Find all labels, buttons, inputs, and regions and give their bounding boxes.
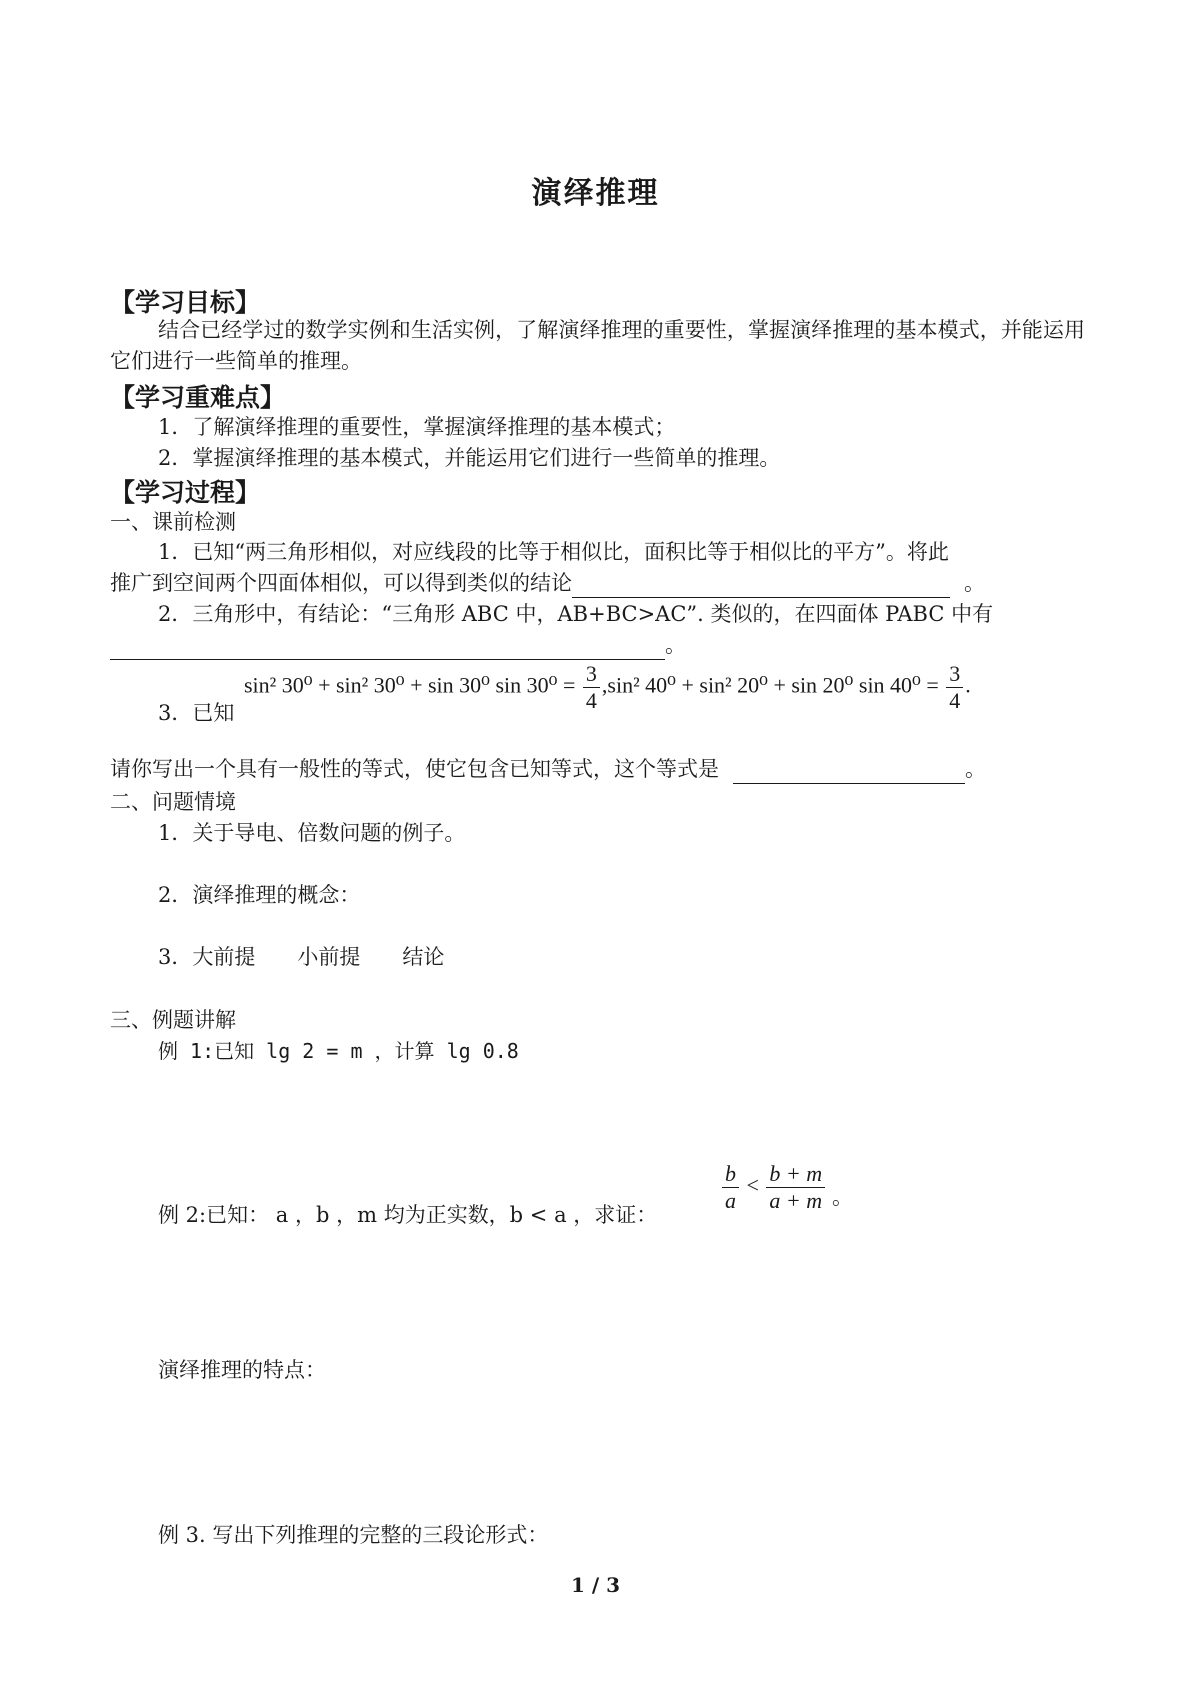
- q1-line2-text: 推广到空间两个四面体相似，可以得到类似的结论: [110, 571, 572, 595]
- problem-item: 2．演绎推理的概念：: [158, 883, 361, 907]
- fraction-numerator: 3: [583, 662, 600, 688]
- part3-heading: 三、例题讲解: [110, 1008, 236, 1032]
- page-number: 1 / 3: [570, 1573, 621, 1597]
- formula-end: .: [965, 672, 971, 698]
- q2-end: 。: [665, 633, 686, 657]
- fraction-denominator: a: [725, 1188, 736, 1213]
- example-2: [158, 1200, 657, 1230]
- section-heading-process: 【学习过程】: [110, 478, 261, 507]
- fraction: [583, 662, 600, 713]
- fraction-denominator: 4: [585, 688, 597, 713]
- formula-part-b: ,sin² 40⁰ + sin² 20⁰ + sin 20⁰ sin 40⁰ =: [601, 672, 939, 698]
- q3-formula: [244, 662, 971, 713]
- answer-blank[interactable]: [572, 577, 950, 598]
- fraction: [722, 1162, 739, 1213]
- formula-part-a: sin² 30⁰ + sin² 30⁰ + sin 30⁰ sin 30⁰ =: [244, 672, 576, 698]
- goal-paragraph: 结合已经学过的数学实例和生活实例，了解演绎推理的重要性，掌握演绎推理的基本模式，并能运用它们进行一些简单的推理。: [110, 318, 1085, 373]
- example-2-text: 例 2:已知： a ，b ，m 均为正实数，b < a ，求证：: [158, 1203, 658, 1227]
- part2-heading: 二、问题情境: [110, 790, 236, 814]
- q2-line1: 2．三角形中，有结论：“三角形 ABC 中，AB+BC>AC”. 类似的，在四面体 PABC 中有: [158, 602, 994, 626]
- example-2-end: 。: [832, 1185, 853, 1209]
- key-point-item: 2．掌握演绎推理的基本模式，并能运用它们进行一些简单的推理。: [158, 446, 781, 470]
- example-1: [158, 1036, 519, 1066]
- example-2-formula: [720, 1162, 827, 1213]
- example-1-text: 例 1:已知 lg 2 = m ，计算 lg 0.8: [158, 1039, 519, 1063]
- q1-end: 。: [964, 571, 985, 595]
- q3-prompt: 请你写出一个具有一般性的等式，使它包含已知等式，这个等式是: [110, 757, 719, 781]
- q3-label: 3．已知: [158, 701, 235, 725]
- fraction-denominator: 4: [949, 688, 961, 713]
- answer-blank[interactable]: [110, 639, 665, 660]
- fraction: [946, 662, 963, 713]
- problem-item: 1．关于导电、倍数问题的例子。: [158, 821, 466, 845]
- section-heading-goal: 【学习目标】: [110, 288, 261, 317]
- fraction-denominator: a + m: [769, 1188, 823, 1213]
- q2-line2: [110, 630, 686, 660]
- part1-heading: 一、课前检测: [110, 510, 236, 534]
- problem-item: 3．大前提 小前提 结论: [158, 945, 445, 969]
- section-heading-key-points: 【学习重难点】: [110, 383, 286, 412]
- fraction: [766, 1162, 825, 1213]
- fraction-numerator: 3: [946, 662, 963, 688]
- feature-text: 演绎推理的特点：: [158, 1358, 326, 1382]
- q3-prompt-line: [110, 754, 986, 784]
- page-title: 演绎推理: [531, 176, 660, 211]
- key-point-item: 1．了解演绎推理的重要性，掌握演绎推理的基本模式；: [158, 415, 676, 439]
- q3-end: 。: [965, 757, 986, 781]
- fraction-numerator: b + m: [766, 1162, 825, 1188]
- less-than-sign: <: [746, 1172, 759, 1198]
- q1-line1: 1．已知“两三角形相似，对应线段的比等于相似比，面积比等于相似比的平方”。将此: [158, 540, 949, 564]
- answer-blank[interactable]: [733, 763, 965, 784]
- fraction-numerator: b: [722, 1162, 739, 1188]
- q1-line2: [110, 568, 985, 598]
- example-3: 例 3. 写出下列推理的完整的三段论形式：: [158, 1523, 549, 1547]
